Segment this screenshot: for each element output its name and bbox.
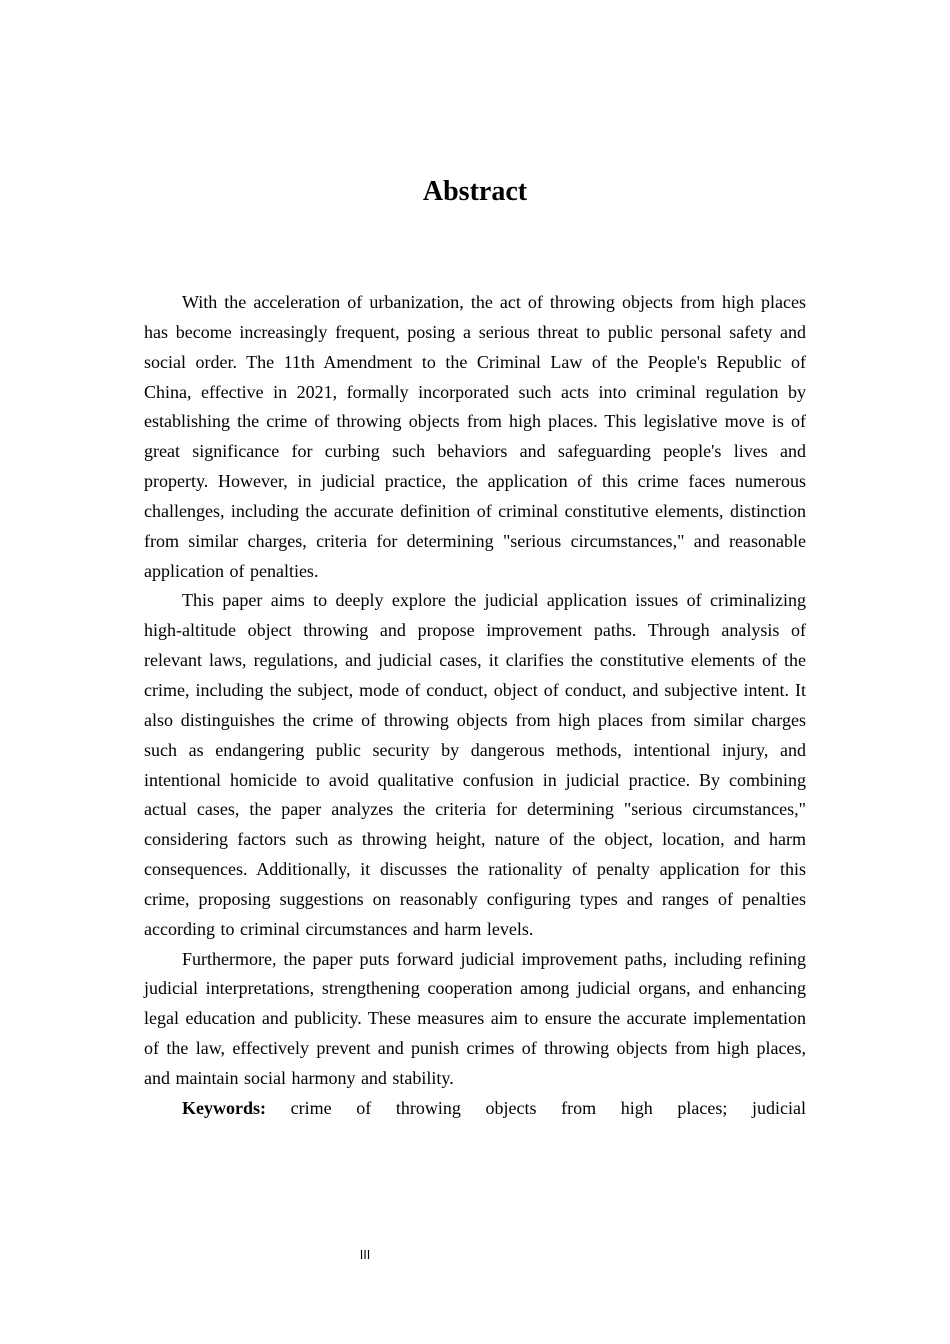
abstract-paragraph-1: With the acceleration of urbanization, the act of throwing objects from high places has become increasingly frequent, posing a serious threat to public personal safety and social order. The 11th Amendment to the Criminal Law of the People's Republic of China, effective in 2021, formally incorporated such acts into criminal regulation by establishing the crime of throwing objects from high places. This legislative move is of great significance for curbing such behaviors and safeguarding people's lives and property. However, in judicial practice, the application of this crime faces numerous challenges, including the accurate definition of criminal constitutive elements, distinction from similar charges, criteria for determining "serious circumstances," and reasonable application of penalties. bbox=[144, 292, 806, 581]
abstract-paragraph-3: Furthermore, the paper puts forward judicial improvement paths, including refining judicial interpretations, strengthening cooperation among judicial organs, and enhancing legal education and publicity. These measures aim to ensure the accurate implementation of the law, effectively prevent and punish crimes of throwing objects from high places, and maintain social harmony and stability. bbox=[144, 948, 806, 1088]
abstract-paragraph-2: This paper aims to deeply explore the judicial application issues of criminalizing high-altitude object throwing and propose improvement paths. Through analysis of relevant laws, regulations, and judicial cases, it clarifies the constitutive elements of the crime, including the subject, mode of conduct, object of conduct, and subjective intent. It also distinguishes the crime of throwing objects from high places from similar charges such as endangering public security by dangerous methods, intentional injury, and intentional homicide to avoid qualitative confusion in judicial practice. By combining actual cases, the paper analyzes the criteria for determining "serious circumstances," considering factors such as throwing height, nature of the object, location, and harm consequences. Additionally, it discusses the rationality of penalty application for this crime, proposing suggestions on reasonably configuring types and ranges of penalties according to criminal circumstances and harm levels. bbox=[144, 590, 806, 939]
page-title: Abstract bbox=[422, 176, 528, 207]
page-number: III bbox=[359, 1248, 371, 1262]
keywords-text: crime of throwing objects from high places; judicial bbox=[290, 1097, 806, 1118]
keywords-line bbox=[144, 1094, 806, 1124]
abstract-body bbox=[144, 288, 806, 1124]
keywords-label: Keywords: bbox=[182, 1097, 266, 1118]
